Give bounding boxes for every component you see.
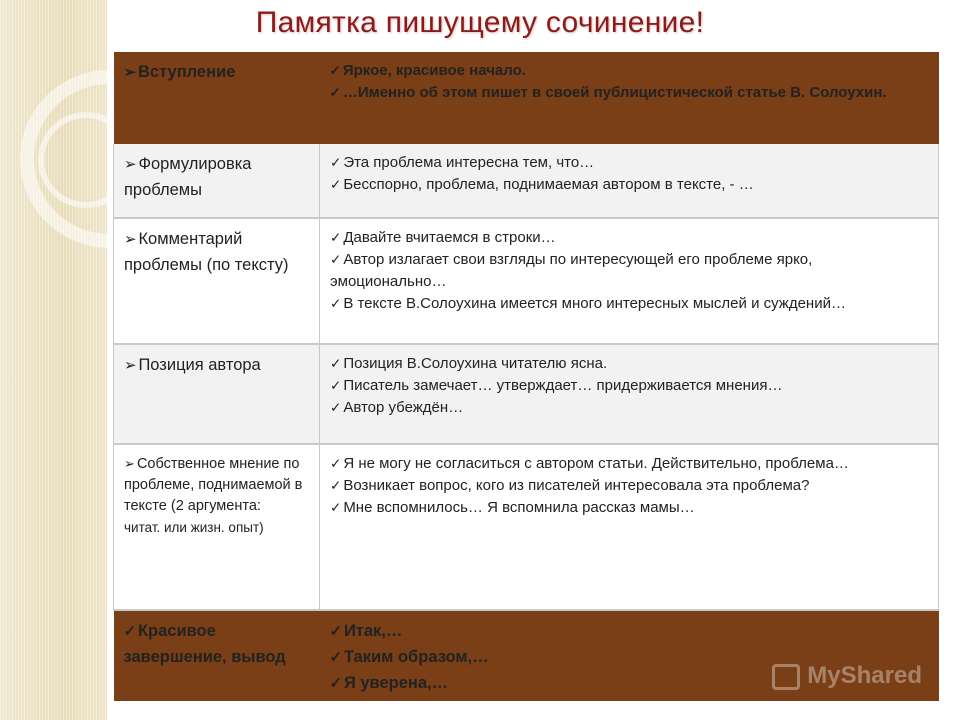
phrase: Автор убеждён… bbox=[343, 399, 464, 416]
arrow-bullet-icon: ➢ bbox=[124, 456, 135, 471]
watermark-text: MyShared bbox=[807, 662, 922, 689]
row-content-cell bbox=[320, 344, 939, 444]
row-label-cell bbox=[114, 344, 320, 444]
check-icon: ✓ bbox=[330, 500, 342, 515]
phrase: Яркое, красивое начало. bbox=[342, 62, 526, 79]
phrase: Автор излагает свои взгляды по интересующей его проблеме ярко, эмоционально… bbox=[330, 251, 813, 290]
row-label-cell bbox=[114, 610, 320, 701]
row-label: Формулировка проблемы bbox=[124, 155, 252, 199]
row-content-cell bbox=[320, 52, 939, 144]
arrow-bullet-icon: ➢ bbox=[124, 358, 137, 374]
check-icon: ✓ bbox=[330, 155, 342, 170]
table-row bbox=[114, 218, 939, 344]
page-title: Памятка пишущему сочинение! bbox=[255, 6, 705, 39]
phrase: Давайте вчитаемся в строки… bbox=[343, 229, 556, 246]
check-icon: ✓ bbox=[329, 63, 341, 78]
check-icon: ✓ bbox=[329, 650, 342, 666]
watermark-icon bbox=[772, 664, 800, 690]
phrase: Бесспорно, проблема, поднимаемая автором в тексте, - … bbox=[343, 176, 754, 193]
row-label-cell bbox=[114, 144, 320, 218]
row-label: Собственное мнение по проблеме, поднимаемой в тексте (2 аргумента: bbox=[124, 456, 303, 514]
row-content-cell bbox=[320, 218, 939, 344]
phrase: Мне вспомнилось… Я вспомнила рассказ мамы… bbox=[343, 499, 695, 516]
phrase: В тексте В.Солоухина имеется много интересных мыслей и суждений… bbox=[343, 295, 846, 312]
check-icon: ✓ bbox=[330, 252, 342, 267]
check-icon: ✓ bbox=[329, 624, 342, 640]
phrase: Писатель замечает… утверждает… придерживается мнения… bbox=[343, 377, 783, 394]
row-label-cell bbox=[114, 444, 320, 610]
phrase: Эта проблема интересна тем, что… bbox=[343, 154, 595, 171]
check-icon: ✓ bbox=[329, 85, 341, 100]
row-label: Вступление bbox=[137, 63, 236, 81]
arrow-bullet-icon: ➢ bbox=[124, 232, 137, 248]
row-label: Позиция автора bbox=[138, 356, 261, 374]
row-label: Комментарий проблемы (по тексту) bbox=[124, 230, 289, 274]
check-icon: ✓ bbox=[330, 177, 342, 192]
check-icon: ✓ bbox=[329, 676, 342, 692]
check-icon: ✓ bbox=[330, 230, 342, 245]
memo-table bbox=[113, 52, 939, 701]
check-icon: ✓ bbox=[330, 478, 342, 493]
row-content-cell bbox=[320, 444, 939, 610]
phrase: Я не могу не согласиться с автором статьи. Действительно, проблема… bbox=[343, 455, 849, 472]
check-icon: ✓ bbox=[330, 456, 342, 471]
row-content-cell bbox=[320, 144, 939, 218]
row-label-cell bbox=[114, 218, 320, 344]
table-row bbox=[114, 444, 939, 610]
arrow-bullet-icon: ➢ bbox=[124, 157, 137, 173]
check-icon: ✓ bbox=[123, 624, 136, 640]
table-row bbox=[114, 344, 939, 444]
phrase: Я уверена,… bbox=[343, 674, 449, 692]
check-icon: ✓ bbox=[330, 356, 342, 371]
check-icon: ✓ bbox=[330, 400, 342, 415]
arrow-bullet-icon: ➢ bbox=[123, 65, 136, 81]
phrase: Позиция В.Солоухина читателю ясна. bbox=[343, 355, 608, 372]
check-icon: ✓ bbox=[330, 378, 342, 393]
table-row bbox=[114, 144, 939, 218]
row-label: Красивое завершение, вывод bbox=[123, 622, 286, 666]
row-label-note: читат. или жизн. опыт) bbox=[124, 520, 264, 535]
row-label-cell bbox=[114, 52, 320, 144]
phrase: …Именно об этом пишет в своей публицистической статье В. Солоухин. bbox=[342, 84, 887, 101]
phrase: Таким образом,… bbox=[343, 648, 489, 666]
check-icon: ✓ bbox=[330, 296, 342, 311]
phrase: Возникает вопрос, кого из писателей интересовала эта проблема? bbox=[343, 477, 810, 494]
table-row bbox=[114, 52, 939, 144]
phrase: Итак,… bbox=[343, 622, 403, 640]
